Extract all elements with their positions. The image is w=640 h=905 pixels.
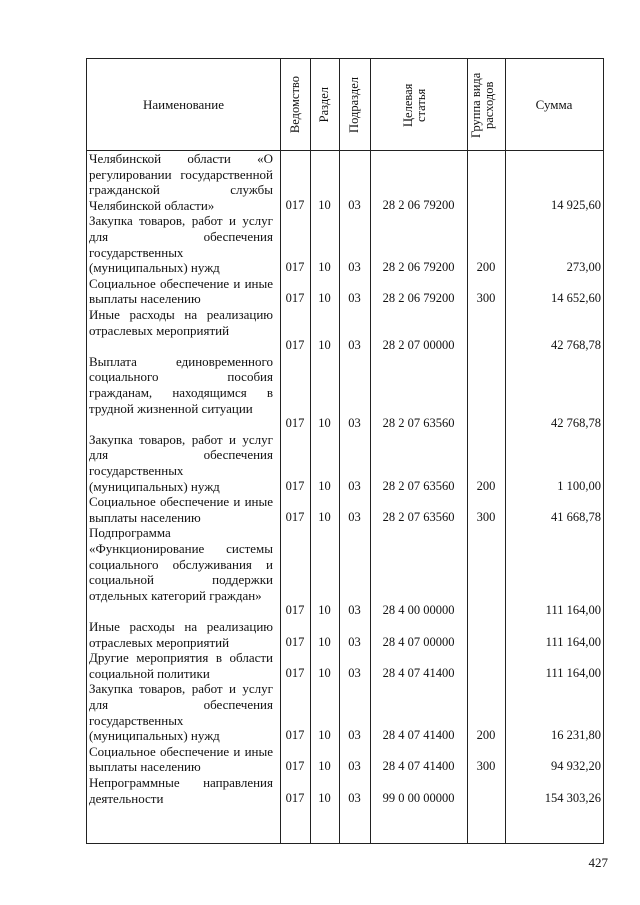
row-razdel: 10 [318, 260, 331, 275]
row-gruppa: 200 [476, 478, 496, 493]
budget-table [86, 58, 604, 844]
row-razdel: 10 [318, 728, 331, 743]
row-razdel: 10 [318, 478, 331, 493]
row-summa: 154 303,26 [544, 790, 601, 805]
row-summa: 94 932,20 [551, 759, 601, 774]
row-podrazdel: 03 [348, 416, 361, 431]
row-vedomstvo: 017 [285, 634, 305, 649]
table-row [87, 151, 603, 213]
row-razdel: 10 [318, 634, 331, 649]
row-podrazdel: 03 [348, 478, 361, 493]
row-summa: 41 668,78 [551, 509, 601, 524]
row-vedomstvo: 017 [285, 665, 305, 680]
row-vedomstvo: 017 [285, 416, 305, 431]
row-razdel: 10 [318, 603, 331, 618]
table-row [87, 432, 603, 494]
header-name: Наименование [143, 96, 224, 112]
row-podrazdel: 03 [348, 759, 361, 774]
row-vedomstvo: 017 [285, 291, 305, 306]
row-summa: 14 652,60 [551, 291, 601, 306]
row-podrazdel: 03 [348, 790, 361, 805]
row-name: Подпрограмма «Функционирование системы социального обслуживания и социальной поддержки отдельных категорий граждан» [89, 525, 273, 603]
row-razdel: 10 [318, 759, 331, 774]
row-summa: 1 100,00 [557, 478, 601, 493]
row-name: Другие мероприятия в области социальной политики [89, 650, 273, 681]
row-summa: 16 231,80 [551, 728, 601, 743]
row-celevaya: 28 2 07 63560 [382, 509, 455, 524]
row-podrazdel: 03 [348, 197, 361, 212]
row-razdel: 10 [318, 197, 331, 212]
row-gruppa: 300 [476, 291, 496, 306]
row-celevaya: 28 2 06 79200 [382, 197, 455, 212]
row-vedomstvo: 017 [285, 478, 305, 493]
row-vedomstvo: 017 [285, 759, 305, 774]
row-summa: 111 164,00 [545, 603, 601, 618]
row-podrazdel: 03 [348, 665, 361, 680]
row-gruppa: 300 [476, 509, 496, 524]
header-celevaya: Целевая статья [401, 82, 429, 127]
row-celevaya: 28 4 07 41400 [382, 665, 455, 680]
table-row [87, 681, 603, 743]
row-vedomstvo: 017 [285, 509, 305, 524]
row-name: Социальное обеспечение и иные выплаты населению [89, 275, 273, 307]
row-name: Иные расходы на реализацию отраслевых мероприятий [89, 619, 273, 650]
row-name: Закупка товаров, работ и услуг для обеспечения государственных (муниципальных) нужд [89, 431, 273, 494]
row-podrazdel: 03 [348, 338, 361, 353]
table-row [87, 276, 603, 307]
row-podrazdel: 03 [348, 291, 361, 306]
row-podrazdel: 03 [348, 509, 361, 524]
row-name: Социальное обеспечение и иные выплаты населению [89, 743, 273, 775]
row-summa: 273,00 [566, 260, 601, 275]
row-razdel: 10 [318, 509, 331, 524]
header-gruppa: Группа вида расходов [468, 71, 496, 138]
row-gruppa: 300 [476, 759, 496, 774]
row-razdel: 10 [318, 291, 331, 306]
row-razdel: 10 [318, 790, 331, 805]
row-podrazdel: 03 [348, 634, 361, 649]
row-summa: 14 925,60 [551, 197, 601, 212]
row-celevaya: 28 4 00 00000 [382, 603, 455, 618]
row-vedomstvo: 017 [285, 197, 305, 212]
table-row [87, 213, 603, 275]
header-podrazdel: Подраздел [347, 76, 362, 133]
row-vedomstvo: 017 [285, 260, 305, 275]
row-celevaya: 28 2 07 00000 [382, 338, 455, 353]
row-name: Непрограммные направления деятельности [89, 775, 273, 806]
table-row [87, 775, 603, 806]
row-vedomstvo: 017 [285, 338, 305, 353]
row-podrazdel: 03 [348, 728, 361, 743]
page-number: 427 [588, 855, 608, 870]
row-name: Челябинской области «О регулировании государственной гражданской службы Челябинской области» [89, 151, 273, 213]
table-row [87, 494, 603, 525]
row-celevaya: 28 4 07 41400 [382, 728, 455, 743]
table-row [87, 307, 603, 354]
row-summa: 42 768,78 [551, 338, 601, 353]
row-vedomstvo: 017 [285, 790, 305, 805]
row-gruppa: 200 [476, 728, 496, 743]
row-celevaya: 28 4 07 00000 [382, 634, 455, 649]
row-vedomstvo: 017 [285, 728, 305, 743]
table-row [87, 619, 603, 650]
row-name: Закупка товаров, работ и услуг для обеспечения государственных (муниципальных) нужд [89, 213, 273, 276]
row-summa: 111 164,00 [545, 665, 601, 680]
row-vedomstvo: 017 [285, 603, 305, 618]
table-row [87, 744, 603, 775]
row-podrazdel: 03 [348, 260, 361, 275]
row-name: Закупка товаров, работ и услуг для обеспечения государственных (муниципальных) нужд [89, 681, 273, 744]
header-vedomstvo: Ведомство [287, 75, 302, 134]
header-summa: Сумма [535, 96, 573, 112]
row-razdel: 10 [318, 665, 331, 680]
row-celevaya: 28 2 06 79200 [382, 291, 455, 306]
header-razdel: Раздел [317, 86, 332, 123]
row-celevaya: 99 0 00 00000 [382, 790, 455, 805]
table-row [87, 650, 603, 681]
row-summa: 111 164,00 [545, 634, 601, 649]
row-celevaya: 28 2 07 63560 [382, 478, 455, 493]
row-summa: 42 768,78 [551, 416, 601, 431]
row-name: Выплата единовременного социального пособия гражданам, находящимся в трудной жизненной ситуации [89, 353, 273, 416]
row-celevaya: 28 2 07 63560 [382, 416, 455, 431]
row-gruppa: 200 [476, 260, 496, 275]
table-row [87, 354, 603, 432]
row-razdel: 10 [318, 416, 331, 431]
table-row [87, 525, 603, 619]
row-podrazdel: 03 [348, 603, 361, 618]
row-celevaya: 28 2 06 79200 [382, 260, 455, 275]
row-celevaya: 28 4 07 41400 [382, 759, 455, 774]
row-name: Социальное обеспечение и иные выплаты населению [89, 494, 273, 525]
row-razdel: 10 [318, 338, 331, 353]
row-name: Иные расходы на реализацию отраслевых мероприятий [89, 307, 273, 338]
